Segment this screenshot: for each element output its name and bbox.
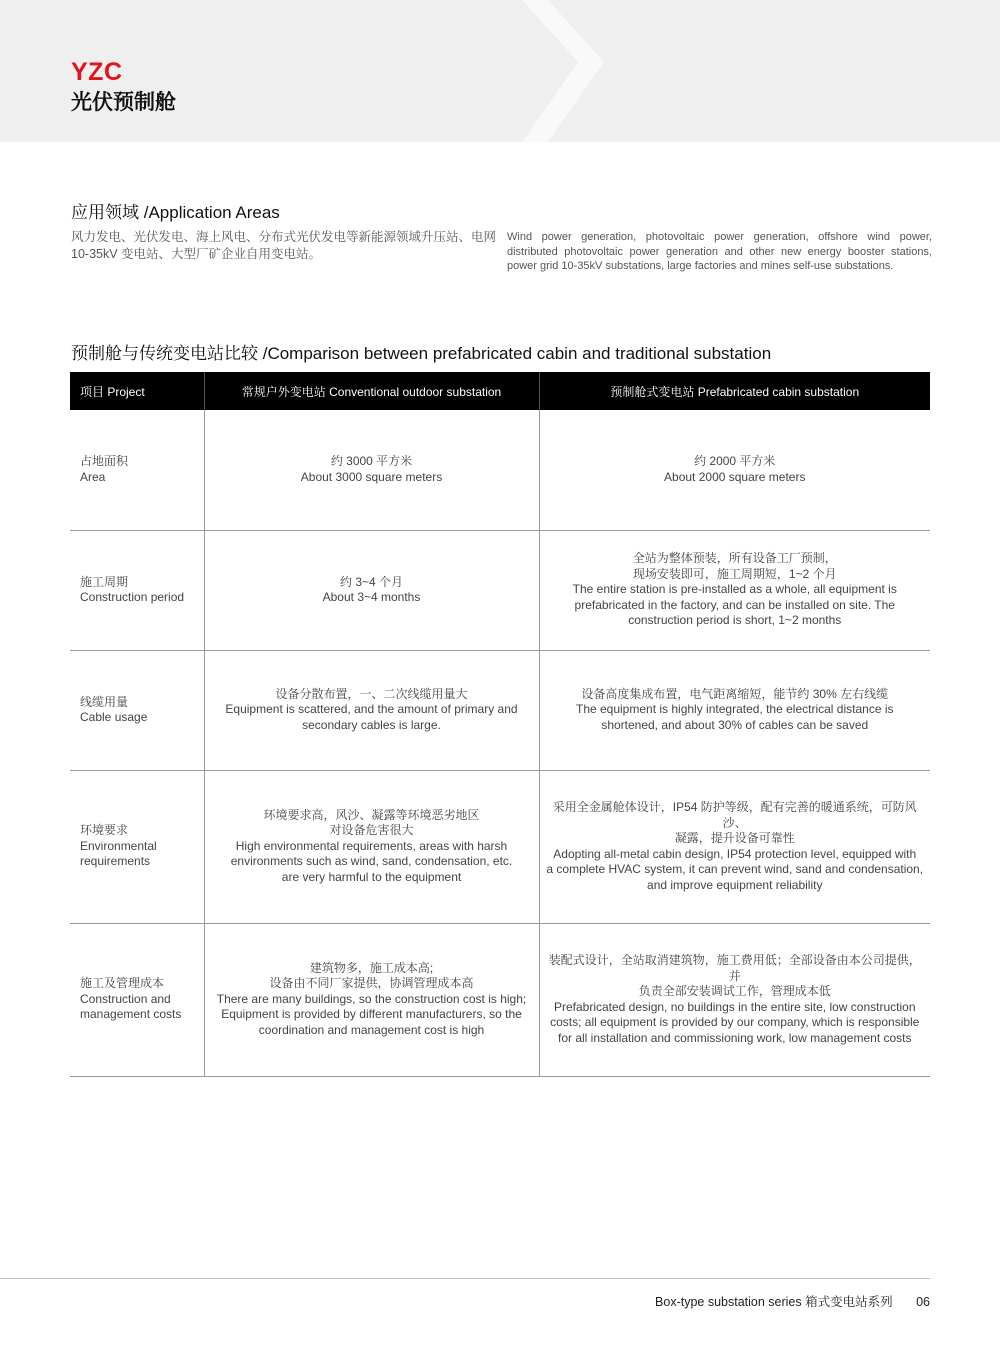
table-row: [70, 650, 930, 770]
row-item-cell: [70, 530, 204, 650]
table-row: [70, 923, 930, 1076]
cell-text-line: About 2000 square meters: [664, 469, 806, 484]
header-chevron-decoration: [0, 0, 1000, 142]
cell-text-line: 约 3000 平方米: [330, 454, 413, 469]
table-body: [70, 410, 930, 1076]
cell-text-line: 全站为整体预装，所有设备工厂预制，: [632, 551, 837, 566]
cell-text-line: Construction and: [80, 991, 171, 1006]
product-title: 光伏预制舱: [71, 91, 176, 114]
table-row: [70, 410, 930, 530]
header-prefab: 预制舱式变电站 Prefabricated cabin substation: [539, 372, 930, 410]
cell-text-line: 设备高度集成布置，电气距离缩短，能节约 30% 左右线缆: [581, 686, 889, 701]
table-row: [70, 530, 930, 650]
cell-text-line: are very harmful to the equipment: [281, 869, 462, 884]
row-item-cell: [70, 410, 204, 530]
cell-text-line: construction period is short, 1~2 months: [628, 613, 842, 628]
cell-text-line: Environmental: [80, 838, 157, 853]
comparison-section-title: 预制舱与传统变电站比较 /Comparison between prefabricated cabin and traditional substation: [71, 344, 772, 363]
cell-text-line: 装配式设计，全站取消建筑物，施工费用低；全部设备由本公司提供，并: [548, 953, 921, 983]
cell-text-line: coordination and management cost is high: [258, 1022, 485, 1037]
cell-text-line: 约 3~4 个月: [339, 574, 404, 589]
cell-text-line: 采用全金属舱体设计，IP54 防护等级，配有完善的暖通系统，可防风沙、: [552, 800, 917, 830]
cell-text-line: Construction period: [80, 590, 185, 604]
cell-text-line: 线缆用量: [80, 694, 129, 709]
row-conventional-cell: [204, 410, 539, 530]
cell-text-line: High environmental requirements, areas with harsh: [235, 838, 508, 853]
cell-text-line: About 3000 square meters: [300, 469, 443, 484]
cell-text-line: management costs: [80, 1007, 182, 1022]
row-conventional-cell: [204, 923, 539, 1076]
cell-text-line: for all installation and commissioning work, low management costs: [558, 1030, 912, 1045]
cell-text-line: costs; all equipment is provided by our company, which is responsible: [550, 1015, 920, 1029]
cell-text-line: secondary cables is large.: [302, 717, 441, 732]
cell-text-line: Cable usage: [80, 710, 148, 724]
table-row: [70, 770, 930, 923]
cell-text-line: The equipment is highly integrated, the electrical distance is: [575, 702, 894, 717]
row-prefab-cell: [539, 530, 930, 650]
cell-text-line: The entire station is pre-installed as a whole, all equipment is: [572, 582, 897, 597]
cell-text-line: Area: [80, 469, 106, 484]
cell-text-line: 凝露，提升设备可靠性: [674, 831, 795, 845]
cell-text-line: shortened, and about 30% of cables can be saved: [601, 717, 869, 732]
row-prefab-cell: [539, 650, 930, 770]
cell-text-line: environments such as wind, sand, condensation, etc.: [230, 854, 513, 869]
cell-text-line: and improve equipment reliability: [647, 877, 823, 892]
cell-text-line: prefabricated in the factory, and can be installed on site. The: [574, 597, 895, 612]
application-text-zh: 风力发电、光伏发电、海上风电、分布式光伏发电等新能源领域升压站、电网 10-35kV 变电站、大型厂矿企业自用变电站。: [71, 230, 497, 261]
footer-series: Box-type substation series 箱式变电站系列: [655, 1295, 893, 1309]
row-conventional-cell: [204, 650, 539, 770]
page-number: 06: [916, 1295, 930, 1309]
cell-text-line: 对设备危害很大: [329, 823, 414, 838]
header-band: [0, 0, 1000, 142]
cell-text-line: requirements: [80, 854, 151, 869]
cell-text-line: 环境要求: [80, 823, 129, 838]
cell-text-line: 设备分散布置，一、二次线缆用量大: [275, 686, 468, 701]
cell-text-line: 占地面积: [80, 454, 129, 469]
cell-text-line: 施工周期: [80, 574, 129, 589]
cell-text-line: 约 2000 平方米: [694, 454, 776, 469]
header-conventional: 常规户外变电站 Conventional outdoor substation: [204, 372, 539, 410]
cell-text-line: About 3~4 months: [322, 590, 421, 604]
cell-text-line: Prefabricated design, no buildings in the entire site, low construction: [553, 999, 916, 1014]
cell-text-line: Equipment is scattered, and the amount of primary and: [225, 702, 518, 717]
cell-text-line: 现场安装即可，施工周期短，1~2 个月: [632, 566, 837, 581]
brand-name: YZC: [71, 58, 123, 86]
footer: [655, 1292, 930, 1310]
row-conventional-cell: [204, 530, 539, 650]
cell-text-line: a complete HVAC system, it can prevent wind, sand and condensation,: [546, 862, 924, 876]
cell-text-line: 建筑物多，施工成本高;: [309, 960, 434, 975]
table-header-row: [70, 372, 930, 410]
comparison-table: [70, 372, 930, 1077]
header-project: 项目 Project: [70, 372, 204, 410]
cell-text-line: There are many buildings, so the construction cost is high;: [216, 991, 527, 1006]
cell-text-line: Adopting all-metal cabin design, IP54 protection level, equipped with: [553, 846, 917, 861]
cell-text-line: 设备由不同厂家提供，协调管理成本高: [269, 976, 474, 991]
cell-text-line: 环境要求高，风沙、凝露等环境恶劣地区: [263, 807, 480, 822]
footer-divider: [0, 1278, 930, 1279]
row-item-cell: [70, 650, 204, 770]
cell-text-line: 施工及管理成本: [80, 976, 165, 991]
application-section-title: 应用领域 /Application Areas: [71, 203, 280, 222]
row-prefab-cell: [539, 923, 930, 1076]
row-item-cell: [70, 770, 204, 923]
cell-text-line: Equipment is provided by different manufacturers, so the: [221, 1007, 522, 1022]
row-item-cell: [70, 923, 204, 1076]
application-text-en: Wind power generation, photovoltaic power generation, offshore wind power, distributed photovoltaic power generation and other new energy booster stations, power grid 10-35kV substations, large factories and mines self-use substations.: [507, 231, 932, 272]
row-prefab-cell: [539, 770, 930, 923]
cell-text-line: 负责全部安装调试工作，管理成本低: [638, 984, 831, 998]
row-conventional-cell: [204, 770, 539, 923]
row-prefab-cell: [539, 410, 930, 530]
